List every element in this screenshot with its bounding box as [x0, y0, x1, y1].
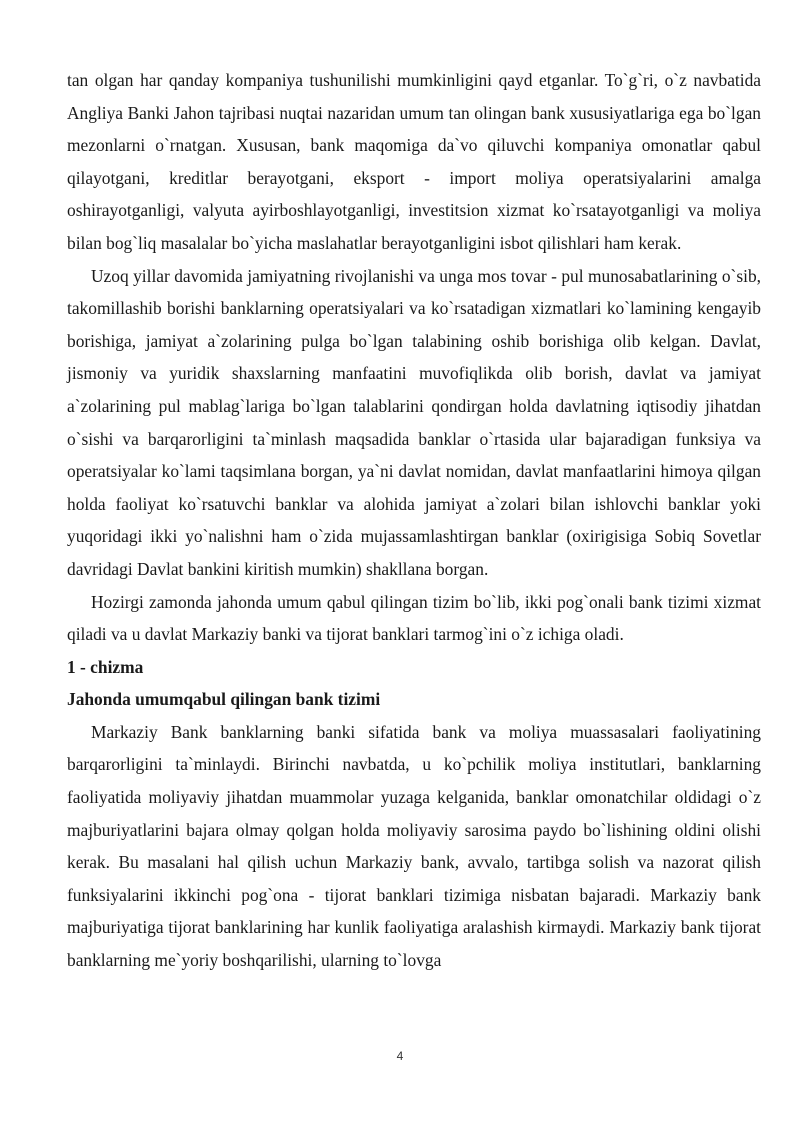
paragraph-3: Hozirgi zamonda jahonda umum qabul qilingan tizim bo`lib, ikki pog`onali bank tizimi xizmat qiladi va u davlat Markaziy banki va tijorat banklari tarmog`ini o`z ichiga oladi.	[67, 591, 761, 645]
paragraph-4: Markaziy Bank banklarning banki sifatida bank va moliya muassasalari faoliyatining barqarorligini ta`minlaydi. Birinchi navbatda, u ko`pchilik moliya institutlari, banklarning faoliyatida moliyaviy jihatdan muammolar yuzaga kelganida, banklar omonatchilar oldidagi o`z majburiyatlarini bajara olmay qolgan holda moliyaviy sarosima paydo bo`lishining oldini olishi kerak. Bu masalani hal qilish uchun Markaziy bank, avvalo, tartibga solish va nazorat qilish funksiyalarini ikkinchi pog`ona - tijorat banklari tizimiga nisbatan bajaradi. Markaziy bank majburiyatiga tijorat banklarining har kunlik faoliyatiga aralashish kirmaydi. Markaziy bank tijorat banklarning me`yoriy boshqarilishi, ularning to`lovga	[67, 721, 761, 971]
paragraph-2: Uzoq yillar davomida jamiyatning rivojlanishi va unga mos tovar - pul munosabatlarining o`sib, takomillashib borishi banklarning operatsiyalari va ko`rsatadigan xizmatlari ko`lamining kengayib borishiga, jamiyat a`zolarining pulga bo`lgan talabining oshib borishiga olib kelgan. Davlat, jismoniy va yuridik shaxslarning manfaatini muvofiqlikda olib borish, davlat va jamiyat a`zolarining pul mablag`lariga bo`lgan talablarini qondirgan holda davlatning iqtisodiy jihatdan o`sishi va barqarorligini ta`minlash maqsadida banklar o`rtasida ular bajaradigan funksiya va operatsiyalar ko`lami taqsimlana borgan, ya`ni davlat nomidan, davlat manfaatlarini himoya qilgan holda faoliyat ko`rsatuvchi banklar va alohida jamiyat a`zolari bilan ishlovchi banklar yoki yuqoridagi ikki yo`nalishni ham o`zida mujassamlashtirgan banklar (oxirigisiga Sobiq Sovetlar davridagi Davlat bankini kiritish mumkin) shakllana borgan.	[67, 265, 761, 579]
paragraph-1: tan olgan har qanday kompaniya tushunilishi mumkinligini qayd etganlar. To`g`ri, o`z navbatida Angliya Banki Jahon tajribasi nuqtai nazaridan umum tan olingan bank xususiyatlariga ega bo`lgan mezonlarni o`rnatgan. Xususan, bank maqomiga da`vo qiluvchi kompaniya omonatlar qabul qilayotgani, kreditlar berayotgani, eksport - import moliya operatsiyalarini amalga oshirayotganligi, valyuta ayirboshlayotganligi, investitsion xizmat ko`rsatayotganligi va moliya bilan bog`liq masalalar bo`yicha maslahatlar berayotganligini isbot qilishlari ham kerak.	[67, 70, 761, 253]
figure-title: Jahonda umumqabul qilingan bank tizimi	[67, 689, 381, 710]
page-number: 4	[396, 1049, 404, 1063]
document-page	[67, 64, 761, 977]
figure-number: 1 - chizma	[67, 656, 144, 677]
